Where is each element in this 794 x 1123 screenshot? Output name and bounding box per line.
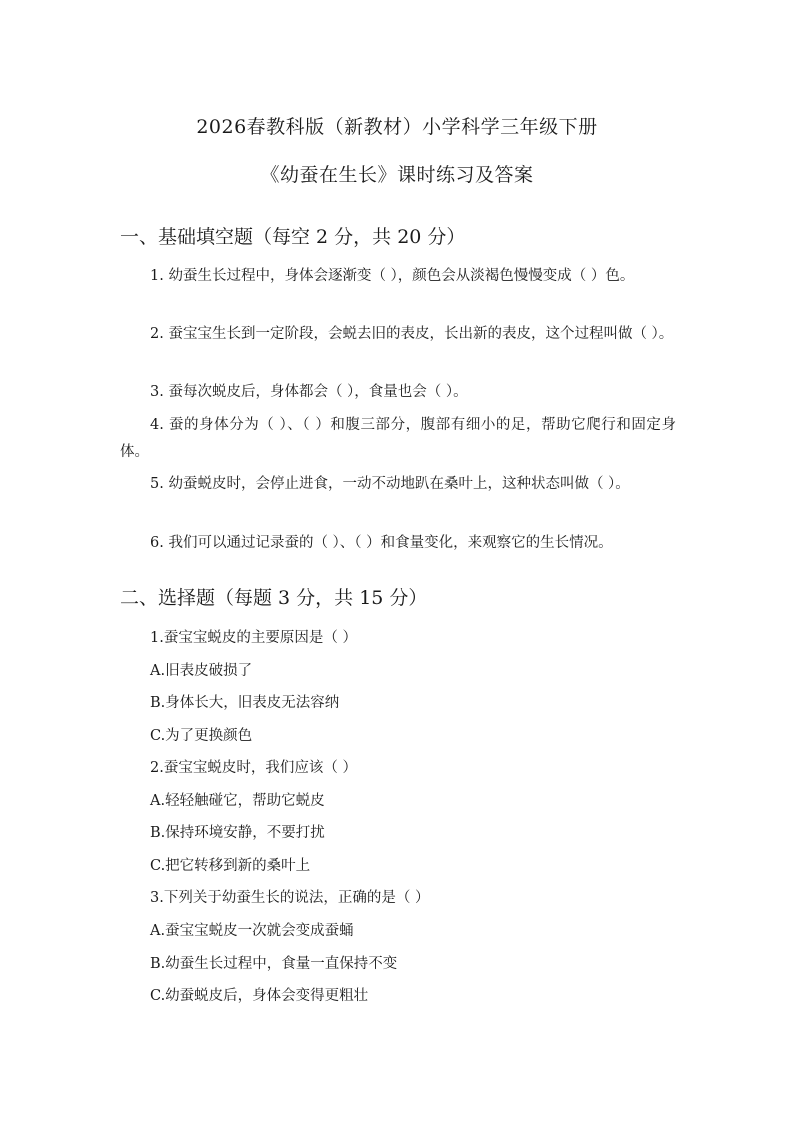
choice-option: A.蚕宝宝蜕皮一次就会变成蚕蛹 — [150, 923, 354, 939]
choice-option: A.旧表皮破损了 — [150, 663, 253, 679]
fill-question-1: 1. 幼蚕生长过程中，身体会逐渐变（ ），颜色会从淡褐色慢慢变成（ ）色。 — [150, 268, 635, 284]
fill-question-2: 2. 蚕宝宝生长到一定阶段，会蜕去旧的表皮，长出新的表皮，这个过程叫做（ ）。 — [150, 326, 674, 342]
fill-question-4: 4. 蚕的身体分为（ ）、（ ）和腹三部分，腹部有细小的足，帮助它爬行和固定身体。 — [120, 417, 676, 460]
choice-option: B.幼蚕生长过程中，食量一直保持不变 — [150, 956, 398, 972]
choice-option: B.保持环境安静，不要打扰 — [150, 825, 325, 841]
fill-question-6: 6. 我们可以通过记录蚕的（ ）、（ ）和食量变化，来观察它的生长情况。 — [150, 535, 613, 551]
section-heading-fill-in: 一、基础填空题（每空 2 分，共 20 分） — [120, 226, 466, 248]
choice-question-1: 1.蚕宝宝蜕皮的主要原因是（ ） — [150, 630, 357, 646]
choice-question-2: 2.蚕宝宝蜕皮时，我们应该（ ） — [150, 760, 357, 776]
choice-option: C.幼蚕蜕皮后，身体会变得更粗壮 — [150, 988, 369, 1004]
choice-option: A.轻轻触碰它，帮助它蜕皮 — [150, 793, 325, 809]
fill-question-3: 3. 蚕每次蜕皮后，身体都会（ ），食量也会（ ）。 — [150, 384, 468, 400]
choice-question-3: 3.下列关于幼蚕生长的说法，正确的是（ ） — [150, 890, 430, 906]
document-title: 2026春教科版（新教材）小学科学三年级下册 — [196, 116, 598, 138]
choice-option: C.把它转移到新的桑叶上 — [150, 858, 311, 874]
choice-option: B.身体长大，旧表皮无法容纳 — [150, 695, 340, 711]
document-subtitle: 《幼蚕在生长》课时练习及答案 — [260, 164, 534, 186]
fill-question-5: 5. 幼蚕蜕皮时，会停止进食，一动不动地趴在桑叶上，这种状态叫做（ ）。 — [150, 476, 630, 492]
section-heading-multiple-choice: 二、选择题（每题 3 分，共 15 分） — [120, 587, 428, 609]
choice-option: C.为了更换颜色 — [150, 728, 253, 744]
